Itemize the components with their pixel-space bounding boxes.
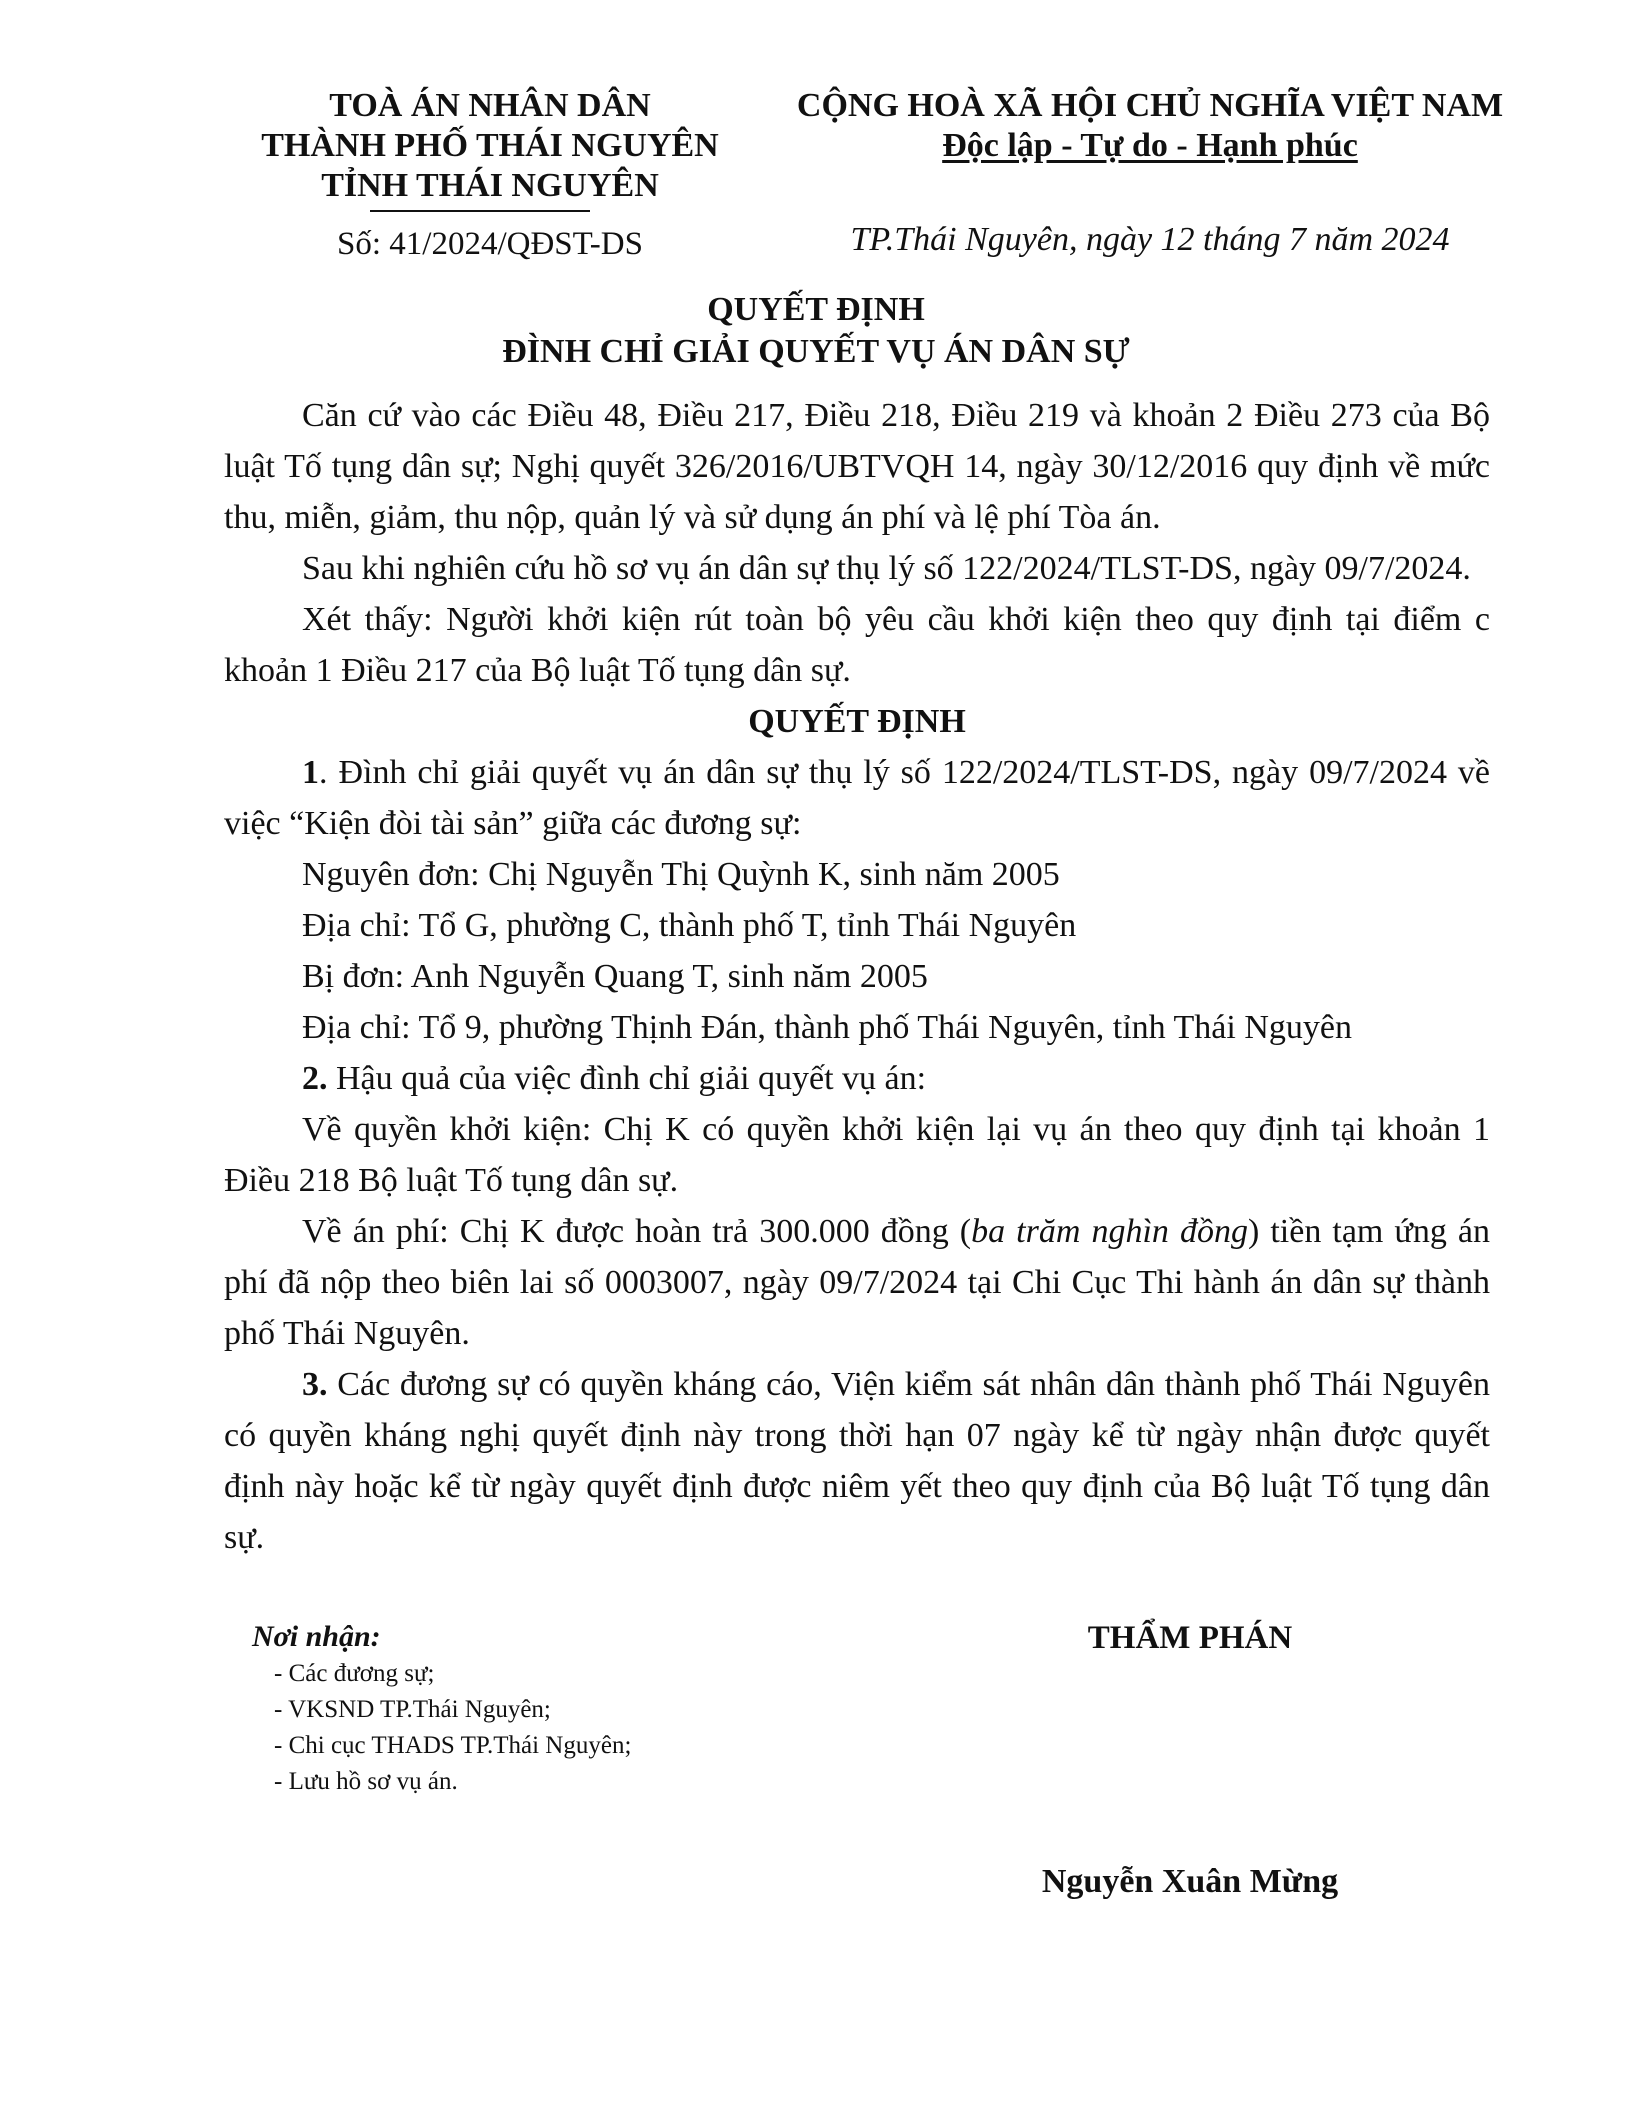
- national-motto: Độc lập - Tự do - Hạnh phúc: [942, 127, 1358, 164]
- legal-basis-paragraph: Căn cứ vào các Điều 48, Điều 217, Điều 218, Điều 219 và khoản 2 Điều 273 của Bộ luật Tố tụng dân sự; Nghị quyết 326/2016/UBTVQH 14, ngày 30/12/2016 quy định về mức thu, miễn, giảm, thu nộp, quản lý và sử dụng án phí và lệ phí Tòa án.: [224, 397, 1490, 536]
- document-title: QUYẾT ĐỊNH: [707, 291, 925, 328]
- right-to-sue-paragraph: Về quyền khởi kiện: Chị K có quyền khởi kiện lại vụ án theo quy định tại khoản 1 Điều 218 Bộ luật Tố tụng dân sự.: [224, 1111, 1490, 1199]
- document-body: [224, 390, 1490, 1563]
- recipient-item: - Lưu hồ sơ vụ án.: [274, 1768, 458, 1795]
- country-name: CỘNG HOÀ XÃ HỘI CHỦ NGHĨA VIỆT NAM: [796, 87, 1504, 124]
- court-name-line1: TOÀ ÁN NHÂN DÂN: [329, 87, 651, 124]
- decision-item-1: [224, 747, 1490, 849]
- item-2-text: Hậu quả của việc đình chỉ giải quyết vụ án:: [327, 1060, 927, 1097]
- recipients-title: Nơi nhận:: [252, 1620, 381, 1653]
- header-divider: [370, 210, 590, 212]
- item-3-number: 3.: [302, 1366, 328, 1403]
- fee-text-b: ) tiền tạm ứng án phí đã nộp theo biên lai số 0003007, ngày 09/7/2024 tại Chi Cục Thi hành án dân sự thành phố Thái Nguyên.: [224, 1213, 1490, 1352]
- judge-name: Nguyễn Xuân Mừng: [1041, 1863, 1339, 1900]
- finding-paragraph: Xét thấy: Người khởi kiện rút toàn bộ yêu cầu khởi kiện theo quy định tại điểm c khoản 1 Điều 217 của Bộ luật Tố tụng dân sự.: [224, 601, 1490, 689]
- item-3-text: Các đương sự có quyền kháng cáo, Viện kiểm sát nhân dân thành phố Thái Nguyên có quyền kháng nghị quyết định này trong thời hạn 07 ngày kể từ ngày nhận được quyết định này hoặc kể từ ngày quyết định được niêm yết theo quy định của Bộ luật Tố tụng dân sự.: [224, 1366, 1490, 1556]
- decision-heading: QUYẾT ĐỊNH: [748, 703, 966, 740]
- fee-text-a: Về án phí: Chị K được hoàn trả 300.000 đồng (: [302, 1213, 972, 1250]
- decision-item-3: [224, 1359, 1490, 1563]
- plaintiff-address: Địa chỉ: Tổ G, phường C, thành phố T, tỉnh Thái Nguyên: [302, 907, 1077, 944]
- national-header: [780, 86, 1520, 166]
- court-header: [200, 86, 780, 206]
- plaintiff-line: Nguyên đơn: Chị Nguyễn Thị Quỳnh K, sinh năm 2005: [302, 856, 1060, 893]
- place-date: TP.Thái Nguyên, ngày 12 tháng 7 năm 2024: [850, 221, 1450, 258]
- judge-title: THẨM PHÁN: [1087, 1620, 1293, 1656]
- court-name-line2: THÀNH PHỐ THÁI NGUYÊN: [261, 127, 719, 164]
- recipient-item: - Chi cục THADS TP.Thái Nguyên;: [274, 1732, 632, 1759]
- case-review-paragraph: Sau khi nghiên cứu hồ sơ vụ án dân sự thụ lý số 122/2024/TLST-DS, ngày 09/7/2024.: [302, 550, 1471, 587]
- defendant-address: Địa chỉ: Tổ 9, phường Thịnh Đán, thành phố Thái Nguyên, tỉnh Thái Nguyên: [302, 1009, 1352, 1046]
- item-1-number: 1: [302, 754, 319, 791]
- item-2-number: 2.: [302, 1060, 328, 1097]
- recipient-item: - Các đương sự;: [274, 1660, 435, 1687]
- document-number: Số: 41/2024/QĐST-DS: [337, 226, 643, 262]
- document-subtitle: ĐÌNH CHỈ GIẢI QUYẾT VỤ ÁN DÂN SỰ: [502, 333, 1130, 370]
- recipient-item: - VKSND TP.Thái Nguyên;: [274, 1696, 551, 1723]
- recipients-block: [252, 1618, 852, 1800]
- court-fee-paragraph: [224, 1206, 1490, 1359]
- court-name-line3: TỈNH THÁI NGUYÊN: [321, 167, 659, 204]
- item-1-text: . Đình chỉ giải quyết vụ án dân sự thụ lý số 122/2024/TLST-DS, ngày 09/7/2024 về việc “Kiện đòi tài sản” giữa các đương sự:: [224, 754, 1490, 842]
- defendant-line: Bị đơn: Anh Nguyễn Quang T, sinh năm 2005: [302, 958, 928, 995]
- decision-item-2: [224, 1053, 1490, 1104]
- fee-amount-words: ba trăm nghìn đồng: [971, 1213, 1248, 1250]
